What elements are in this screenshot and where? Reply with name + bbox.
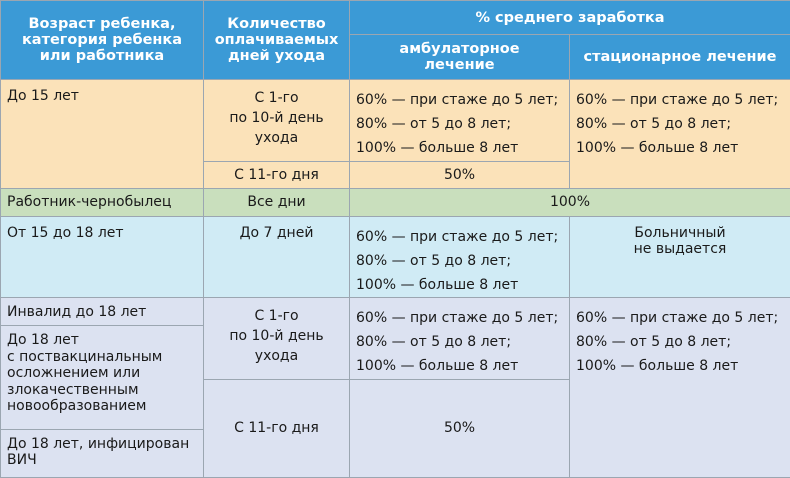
- percent-line: 100% — больше 8 лет: [356, 140, 519, 157]
- header-days-line: Количество: [227, 16, 326, 33]
- days-line: С 1-го: [254, 90, 299, 107]
- row-under15-inpatient: [570, 80, 790, 188]
- row-under15-days1: [204, 80, 350, 161]
- header-average-earnings: % среднего заработка: [350, 1, 790, 35]
- category-line: новообразованием: [7, 398, 147, 415]
- percent-line: 100% — больше 8 лет: [356, 276, 519, 293]
- row-hiv-category: [1, 429, 204, 477]
- days-line: С 1-го: [254, 308, 299, 325]
- days-line: ухода: [254, 130, 299, 147]
- row-under15-outpatient2: 50%: [350, 161, 570, 188]
- category-line: злокачественным: [7, 381, 139, 398]
- row-postvaccinal-category: [1, 326, 204, 429]
- row-15to18-category: От 15 до 18 лет: [1, 216, 204, 297]
- header-category-line: категория ребенка: [21, 32, 183, 49]
- days-line: ухода: [254, 348, 299, 365]
- percent-line: 60% — при стаже до 5 лет;: [576, 310, 779, 327]
- row-under15-outpatient1: [350, 80, 570, 161]
- row-special-outpatient1: [350, 298, 570, 379]
- row-chernobyl-category: Работник-чернобылец: [1, 188, 204, 216]
- row-under15-category-text: До 15 лет: [7, 88, 79, 105]
- header-outpatient: [350, 35, 570, 80]
- header-days-line: дней ухода: [227, 48, 326, 65]
- percent-line: 60% — при стаже до 5 лет;: [356, 310, 559, 327]
- row-15to18-days: До 7 дней: [204, 216, 350, 297]
- header-days-line: оплачиваемых: [214, 32, 339, 49]
- category-line: осложнением или: [7, 365, 141, 382]
- days-line: по 10-й день: [229, 328, 324, 345]
- days-line: по 10-й день: [229, 110, 324, 127]
- category-line: с поствакцинальным: [7, 348, 163, 365]
- percent-line: 60% — при стаже до 5 лет;: [356, 92, 559, 109]
- percent-line: 80% — от 5 до 8 лет;: [356, 116, 512, 133]
- header-category-line: или работника: [39, 48, 165, 65]
- row-special-days2: С 11-го дня: [204, 379, 350, 477]
- percent-line: 60% — при стаже до 5 лет;: [576, 92, 779, 109]
- row-disabled-category: Инвалид до 18 лет: [1, 298, 204, 326]
- header-inpatient: стационарное лечение: [570, 35, 790, 80]
- header-category-line: Возраст ребенка,: [28, 16, 176, 33]
- percent-line: 80% — от 5 до 8 лет;: [576, 334, 732, 351]
- row-15to18-inpatient: [570, 216, 790, 297]
- row-under15-category: [1, 80, 204, 188]
- inpatient-line: не выдается: [633, 241, 727, 258]
- header-days: [204, 1, 350, 80]
- percent-line: 80% — от 5 до 8 лет;: [356, 334, 512, 351]
- row-special-inpatient: [570, 298, 790, 478]
- percent-line: 100% — больше 8 лет: [576, 358, 739, 375]
- row-chernobyl-percent: 100%: [350, 188, 790, 216]
- header-outpatient-line: лечение: [424, 57, 495, 74]
- category-line: До 18 лет: [7, 332, 79, 349]
- row-special-days1: [204, 298, 350, 379]
- percent-line: 80% — от 5 до 8 лет;: [576, 116, 732, 133]
- percent-line: 100% — больше 8 лет: [356, 358, 519, 375]
- row-under15-days2: С 11-го дня: [204, 161, 350, 188]
- inpatient-line: Больничный: [634, 224, 726, 241]
- header-category: [1, 1, 204, 80]
- category-line: До 18 лет, инфицирован: [7, 435, 190, 452]
- percent-line: 100% — больше 8 лет: [576, 140, 739, 157]
- row-special-outpatient2: 50%: [350, 379, 570, 477]
- row-chernobyl-days: Все дни: [204, 188, 350, 216]
- category-line: ВИЧ: [7, 452, 37, 469]
- row-15to18-outpatient: [350, 216, 570, 297]
- percent-line: 80% — от 5 до 8 лет;: [356, 252, 512, 269]
- header-outpatient-line: амбулаторное: [399, 41, 520, 58]
- percent-line: 60% — при стаже до 5 лет;: [356, 228, 559, 245]
